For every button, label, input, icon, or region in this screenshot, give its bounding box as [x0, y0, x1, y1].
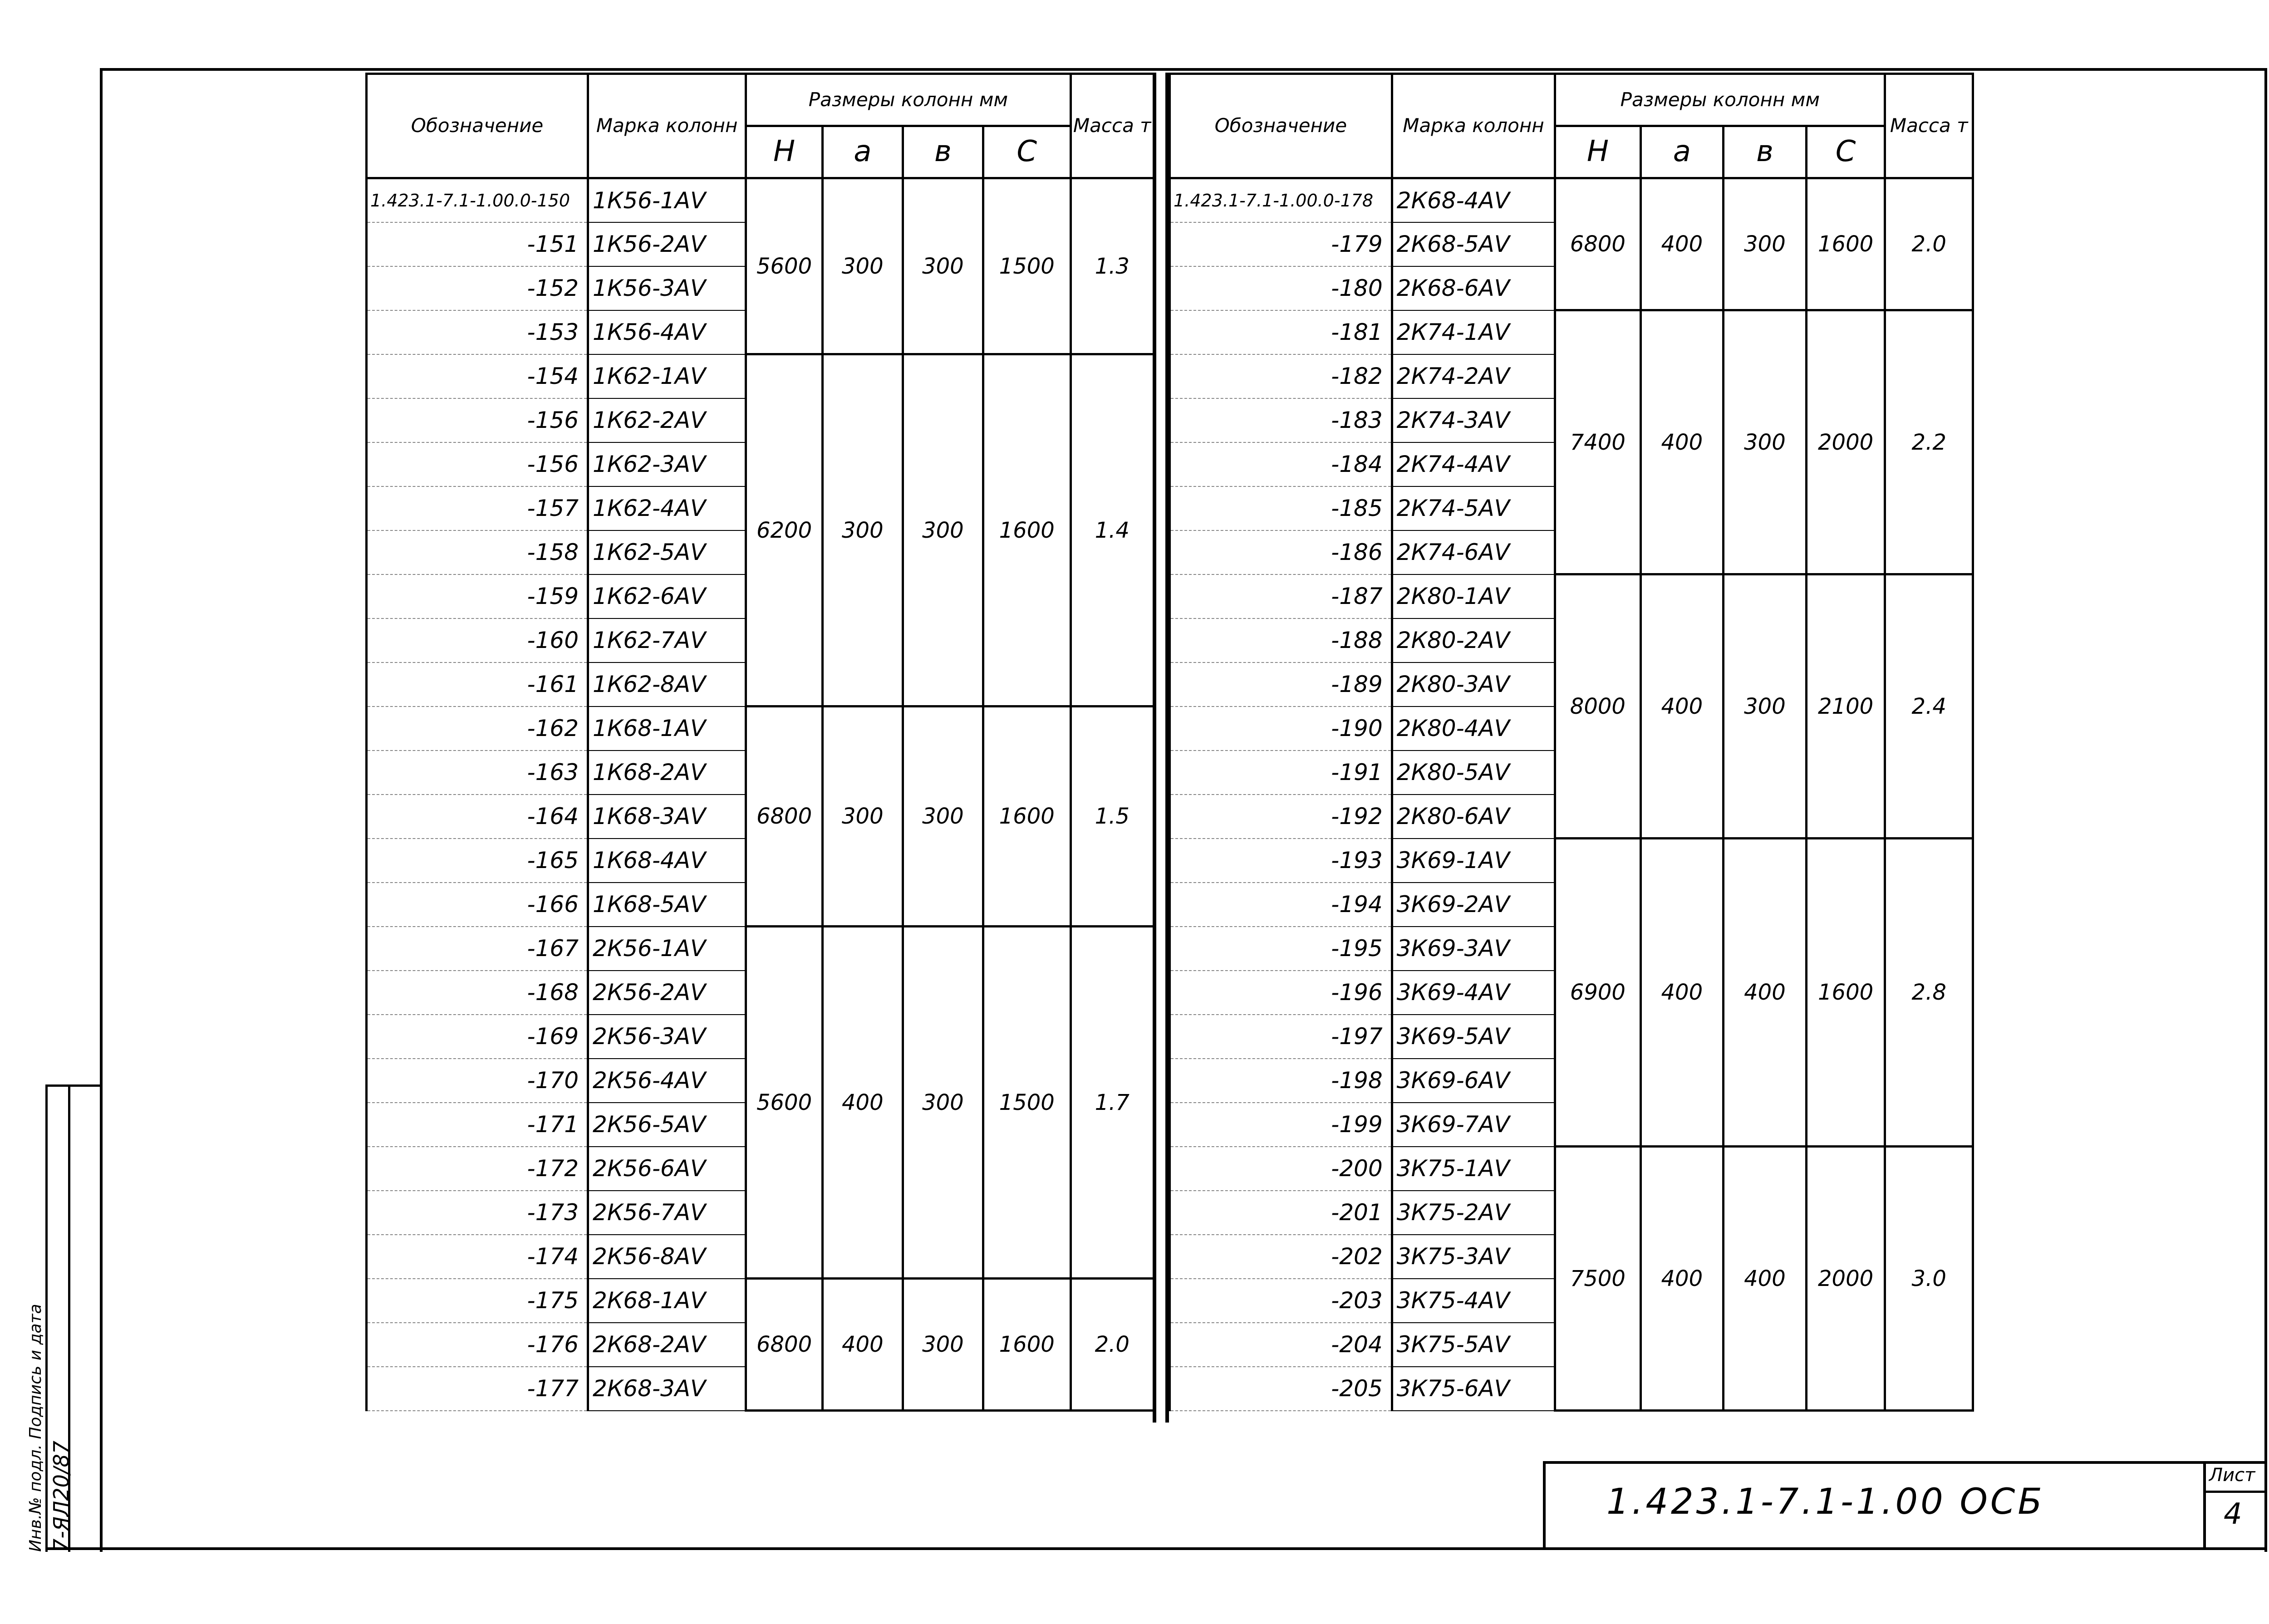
designation-cell: -163	[367, 751, 588, 795]
right-spec-table	[1169, 73, 1974, 1412]
mass-cell: 2.8	[1885, 839, 1973, 1147]
designation-cell: -171	[367, 1103, 588, 1147]
designation-cell: -196	[1170, 971, 1392, 1015]
stamp-left-line	[1543, 1461, 1546, 1550]
designation-cell: -189	[1170, 662, 1392, 707]
table-row	[367, 178, 1154, 222]
header-marka: Марка колонн	[1392, 74, 1555, 178]
right-table-body	[1170, 178, 1973, 1411]
designation-cell: -195	[1170, 927, 1392, 971]
sheet-number: 4	[2224, 1497, 2242, 1531]
height-cell: 6800	[746, 1279, 822, 1411]
designation-cell: -190	[1170, 707, 1392, 751]
mass-cell: 1.4	[1071, 354, 1154, 707]
column-mark-cell: 2К80-6АV	[1392, 795, 1555, 839]
designation-cell: 1.423.1-7.1-1.00.0-150	[367, 178, 588, 222]
designation-cell: -152	[367, 266, 588, 310]
dim-a-cell: 300	[822, 178, 903, 354]
column-mark-cell: 3К69-6АV	[1392, 1059, 1555, 1103]
header-razmery: Размеры колонн мм	[1555, 74, 1885, 126]
mass-cell: 1.5	[1071, 707, 1154, 927]
column-mark-cell: 2К80-3АV	[1392, 662, 1555, 707]
mass-cell: 1.7	[1071, 927, 1154, 1279]
table-row	[1170, 839, 1973, 883]
designation-cell: -204	[1170, 1323, 1392, 1367]
column-mark-cell: 2К56-1АV	[588, 927, 746, 971]
height-cell: 6800	[746, 707, 822, 927]
designation-cell: -162	[367, 707, 588, 751]
designation-cell: -156	[367, 398, 588, 442]
designation-cell: -191	[1170, 751, 1392, 795]
designation-cell: -153	[367, 310, 588, 354]
column-mark-cell: 2К56-7АV	[588, 1191, 746, 1235]
column-mark-cell: 3К69-4АV	[1392, 971, 1555, 1015]
column-mark-cell: 1К68-4АV	[588, 839, 746, 883]
column-mark-cell: 3К75-4АV	[1392, 1279, 1555, 1323]
header-a: а	[1640, 126, 1724, 178]
column-mark-cell: 2К56-2АV	[588, 971, 746, 1015]
designation-cell: -177	[367, 1367, 588, 1411]
stamp-sheet-divider	[2203, 1461, 2206, 1550]
header-b: в	[903, 126, 983, 178]
dim-b-cell: 300	[1724, 310, 1807, 574]
left-spec-table	[365, 73, 1155, 1412]
designation-cell: -154	[367, 354, 588, 398]
column-mark-cell: 2К56-3АV	[588, 1015, 746, 1059]
column-mark-cell: 3К75-6АV	[1392, 1367, 1555, 1411]
dim-c-cell: 1600	[983, 354, 1071, 707]
dim-b-cell: 300	[903, 178, 983, 354]
inventory-label: Инв.№ подл. Подпись и дата	[26, 1304, 45, 1552]
column-mark-cell: 1К62-6АV	[588, 574, 746, 618]
dim-a-cell: 300	[822, 354, 903, 707]
dim-b-cell: 300	[903, 1279, 983, 1411]
table-row	[367, 1279, 1154, 1323]
stamp-top-line	[1543, 1461, 2264, 1464]
dim-b-cell: 300	[1724, 178, 1807, 310]
column-mark-cell: 1К68-2АV	[588, 751, 746, 795]
designation-cell: -203	[1170, 1279, 1392, 1323]
designation-cell: -181	[1170, 310, 1392, 354]
designation-cell: -169	[367, 1015, 588, 1059]
designation-cell: -197	[1170, 1015, 1392, 1059]
height-cell: 5600	[746, 178, 822, 354]
designation-cell: -192	[1170, 795, 1392, 839]
dim-b-cell: 300	[1724, 574, 1807, 839]
designation-cell: -183	[1170, 398, 1392, 442]
dim-a-cell: 400	[822, 927, 903, 1279]
height-cell: 7400	[1555, 310, 1640, 574]
table-row	[1170, 310, 1973, 354]
column-mark-cell: 1К68-5АV	[588, 883, 746, 927]
dim-b-cell: 400	[1724, 1147, 1807, 1411]
frame-bottom-border	[45, 1547, 2264, 1550]
table-row	[1170, 574, 1973, 618]
designation-cell: -194	[1170, 883, 1392, 927]
dim-c-cell: 2100	[1806, 574, 1885, 839]
dim-c-cell: 2000	[1806, 310, 1885, 574]
column-mark-cell: 1К68-1АV	[588, 707, 746, 751]
column-mark-cell: 3К75-3АV	[1392, 1235, 1555, 1279]
column-mark-cell: 2К74-3АV	[1392, 398, 1555, 442]
dim-c-cell: 1500	[983, 927, 1071, 1279]
document-code: 1.423.1-7.1-1.00 ОСБ	[1606, 1482, 2045, 1522]
column-mark-cell: 2К68-3АV	[588, 1367, 746, 1411]
height-cell: 7500	[1555, 1147, 1640, 1411]
dim-c-cell: 2000	[1806, 1147, 1885, 1411]
frame-left-border	[100, 68, 103, 1552]
dim-c-cell: 1600	[983, 707, 1071, 927]
designation-cell: -186	[1170, 530, 1392, 574]
column-mark-cell: 3К69-3АV	[1392, 927, 1555, 971]
header-massa: Масса т	[1885, 74, 1973, 178]
height-cell: 5600	[746, 927, 822, 1279]
column-mark-cell: 2К74-5АV	[1392, 486, 1555, 530]
designation-cell: -167	[367, 927, 588, 971]
sheet-label: Лист	[2209, 1465, 2255, 1486]
designation-cell: -161	[367, 662, 588, 707]
inventory-number: 7-ЯЛ20/87	[49, 1441, 74, 1552]
table-row	[367, 927, 1154, 971]
header-oboznachenie: Обозначение	[367, 74, 588, 178]
header-h: Н	[746, 126, 822, 178]
designation-cell: -151	[367, 222, 588, 266]
designation-cell: -160	[367, 618, 588, 662]
designation-cell: -159	[367, 574, 588, 618]
header-h: Н	[1555, 126, 1640, 178]
column-mark-cell: 1К62-2АV	[588, 398, 746, 442]
dim-b-cell: 300	[903, 707, 983, 927]
table-row	[367, 354, 1154, 398]
designation-cell: -165	[367, 839, 588, 883]
mass-cell: 2.0	[1885, 178, 1973, 310]
column-mark-cell: 2К56-8АV	[588, 1235, 746, 1279]
column-mark-cell: 2К74-1АV	[1392, 310, 1555, 354]
dim-a-cell: 400	[822, 1279, 903, 1411]
header-b: в	[1724, 126, 1807, 178]
column-mark-cell: 2К74-4АV	[1392, 442, 1555, 486]
frame-top-border	[100, 68, 2264, 71]
designation-cell: -182	[1170, 354, 1392, 398]
header-c: С	[983, 126, 1071, 178]
designation-cell: -156	[367, 442, 588, 486]
column-mark-cell: 1К62-4АV	[588, 486, 746, 530]
column-mark-cell: 1К56-3АV	[588, 266, 746, 310]
designation-cell: -164	[367, 795, 588, 839]
table-row	[1170, 178, 1973, 222]
column-mark-cell: 3К69-1АV	[1392, 839, 1555, 883]
stamp-sheet-label-line	[2203, 1491, 2264, 1493]
designation-cell: -174	[367, 1235, 588, 1279]
header-oboznachenie: Обозначение	[1170, 74, 1392, 178]
column-mark-cell: 3К69-2АV	[1392, 883, 1555, 927]
column-mark-cell: 2К68-2АV	[588, 1323, 746, 1367]
column-mark-cell: 2К56-5АV	[588, 1103, 746, 1147]
column-mark-cell: 1К62-7АV	[588, 618, 746, 662]
height-cell: 6800	[1555, 178, 1640, 310]
dim-c-cell: 1600	[1806, 839, 1885, 1147]
designation-cell: -193	[1170, 839, 1392, 883]
column-mark-cell: 1К56-1АV	[588, 178, 746, 222]
column-mark-cell: 1К56-2АV	[588, 222, 746, 266]
column-mark-cell: 3К69-7АV	[1392, 1103, 1555, 1147]
column-mark-cell: 2К68-5АV	[1392, 222, 1555, 266]
column-mark-cell: 1К68-3АV	[588, 795, 746, 839]
column-mark-cell: 1К56-4АV	[588, 310, 746, 354]
table-row	[367, 707, 1154, 751]
designation-cell: -180	[1170, 266, 1392, 310]
header-razmery: Размеры колонн мм	[746, 74, 1071, 126]
column-mark-cell: 1К62-5АV	[588, 530, 746, 574]
column-mark-cell: 2К80-2АV	[1392, 618, 1555, 662]
column-mark-cell: 2К68-6АV	[1392, 266, 1555, 310]
height-cell: 6200	[746, 354, 822, 707]
header-marka: Марка колонн	[588, 74, 746, 178]
designation-cell: -198	[1170, 1059, 1392, 1103]
column-mark-cell: 2К80-5АV	[1392, 751, 1555, 795]
column-mark-cell: 2К68-1АV	[588, 1279, 746, 1323]
mass-cell: 2.0	[1071, 1279, 1154, 1411]
dim-c-cell: 1600	[983, 1279, 1071, 1411]
designation-cell: -201	[1170, 1191, 1392, 1235]
designation-cell: -173	[367, 1191, 588, 1235]
dim-b-cell: 300	[903, 354, 983, 707]
dim-b-cell: 400	[1724, 839, 1807, 1147]
column-mark-cell: 1К62-8АV	[588, 662, 746, 707]
table-row	[1170, 1147, 1973, 1191]
column-mark-cell: 2К80-1АV	[1392, 574, 1555, 618]
designation-cell: -202	[1170, 1235, 1392, 1279]
mass-cell: 1.3	[1071, 178, 1154, 354]
side-stamp-top	[45, 1084, 100, 1087]
designation-cell: -172	[367, 1147, 588, 1191]
designation-cell: -176	[367, 1323, 588, 1367]
column-mark-cell: 1К62-1АV	[588, 354, 746, 398]
dim-a-cell: 400	[1640, 1147, 1724, 1411]
header-a: а	[822, 126, 903, 178]
column-mark-cell: 2К68-4АV	[1392, 178, 1555, 222]
designation-cell: -179	[1170, 222, 1392, 266]
column-mark-cell: 2К56-4АV	[588, 1059, 746, 1103]
designation-cell: -205	[1170, 1367, 1392, 1411]
height-cell: 8000	[1555, 574, 1640, 839]
designation-cell: -188	[1170, 618, 1392, 662]
designation-cell: -170	[367, 1059, 588, 1103]
column-mark-cell: 1К62-3АV	[588, 442, 746, 486]
mass-cell: 2.4	[1885, 574, 1973, 839]
dim-a-cell: 400	[1640, 574, 1724, 839]
designation-cell: -168	[367, 971, 588, 1015]
designation-cell: -175	[367, 1279, 588, 1323]
dim-b-cell: 300	[903, 927, 983, 1279]
designation-cell: -187	[1170, 574, 1392, 618]
designation-cell: 1.423.1-7.1-1.00.0-178	[1170, 178, 1392, 222]
dim-c-cell: 1600	[1806, 178, 1885, 310]
header-c: С	[1806, 126, 1885, 178]
column-mark-cell: 3К69-5АV	[1392, 1015, 1555, 1059]
left-table-body	[367, 178, 1154, 1411]
dim-c-cell: 1500	[983, 178, 1071, 354]
column-mark-cell: 3К75-5АV	[1392, 1323, 1555, 1367]
designation-cell: -158	[367, 530, 588, 574]
designation-cell: -184	[1170, 442, 1392, 486]
column-mark-cell: 2К74-6АV	[1392, 530, 1555, 574]
side-stamp-divider	[45, 1084, 48, 1552]
mass-cell: 2.2	[1885, 310, 1973, 574]
column-mark-cell: 2К56-6АV	[588, 1147, 746, 1191]
header-massa: Масса т	[1071, 74, 1154, 178]
height-cell: 6900	[1555, 839, 1640, 1147]
designation-cell: -199	[1170, 1103, 1392, 1147]
designation-cell: -185	[1170, 486, 1392, 530]
dim-a-cell: 400	[1640, 310, 1724, 574]
column-mark-cell: 2К80-4АV	[1392, 707, 1555, 751]
designation-cell: -157	[367, 486, 588, 530]
column-mark-cell: 3К75-2АV	[1392, 1191, 1555, 1235]
dim-a-cell: 300	[822, 707, 903, 927]
column-mark-cell: 3К75-1АV	[1392, 1147, 1555, 1191]
mass-cell: 3.0	[1885, 1147, 1973, 1411]
designation-cell: -200	[1170, 1147, 1392, 1191]
dim-a-cell: 400	[1640, 178, 1724, 310]
designation-cell: -166	[367, 883, 588, 927]
dim-a-cell: 400	[1640, 839, 1724, 1147]
frame-right-border	[2264, 68, 2267, 1552]
column-mark-cell: 2К74-2АV	[1392, 354, 1555, 398]
